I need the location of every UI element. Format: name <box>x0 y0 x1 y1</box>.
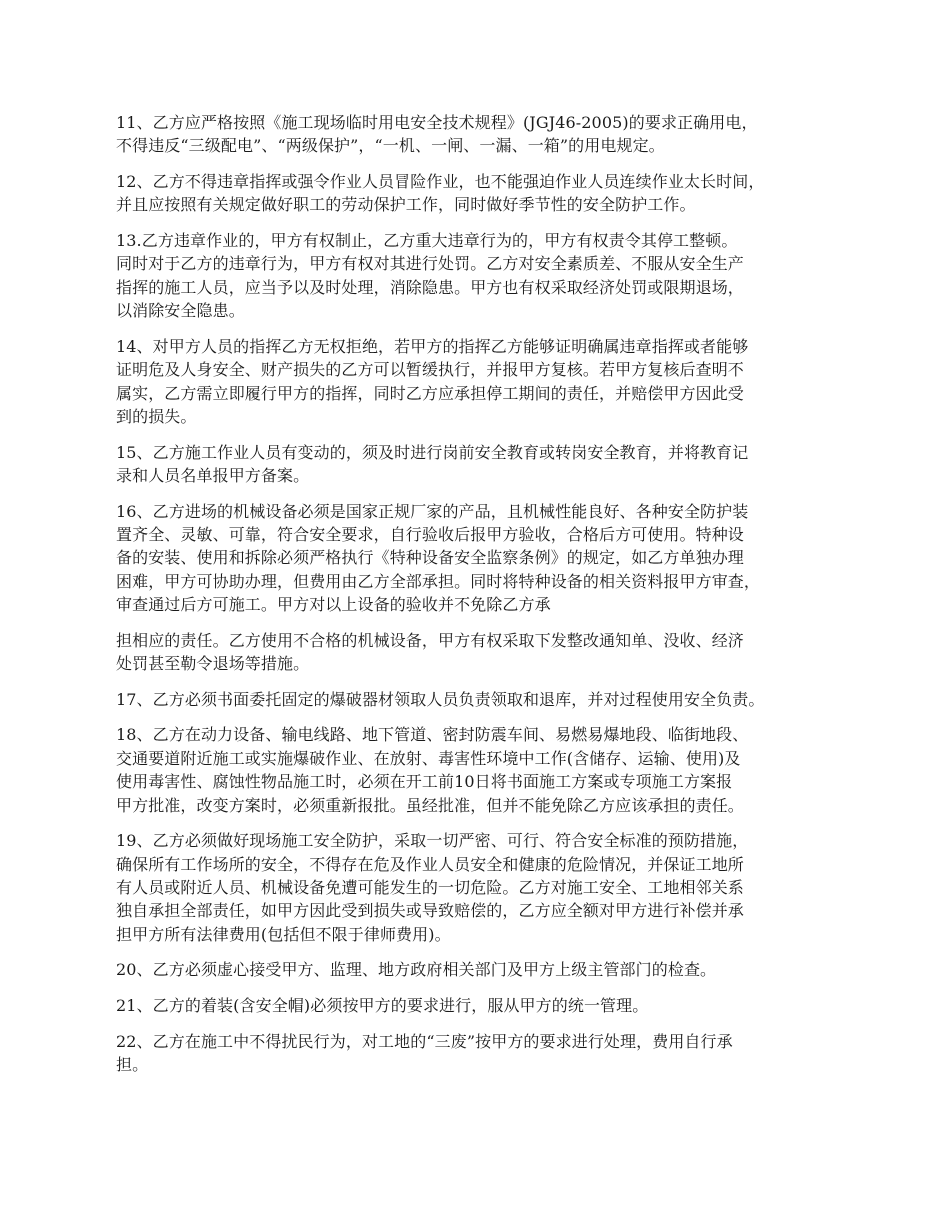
clause-17: 17、乙方必须书面委托固定的爆破器材领取人员负责领取和退库，并对过程使用安全负责。 <box>116 689 765 709</box>
clause-21: 21、乙方的着装(含安全帽)必须按甲方的要求进行，服从甲方的统一管理。 <box>116 996 649 1016</box>
clause-16: 16、乙方进场的机械设备必须是国家正规厂家的产品，且机械性能良好、各种安全防护装 置齐全、灵敏、可靠，符合安全要求，自行验收后报甲方验收，合格后方可使用。特种设 备的安装、使用和拆除必须严格执行《特种设备安全监察条例》的规定，如乙方单独办理 困难，甲方可协助办理，但费用由乙方全部承担。同时将特种设备的相关资料报甲方审查， 审查通过后方可施工。甲方对以上设备的验收并不免除乙方承 <box>116 501 761 615</box>
document-body <box>116 111 856 1089</box>
clause-20: 20、乙方必须虚心接受甲方、监理、地方政府相关部门及甲方上级主管部门的检查。 <box>116 960 717 980</box>
clause-11: 11、乙方应严格按照《施工现场临时用电安全技术规程》(JGJ46-2005)的要求正确用电， 不得违反“三级配电”、“两级保护”，“一机、一闸、一漏、一箱”的用电规定。 <box>116 113 758 156</box>
clause-12: 12、乙方不得违章指挥或强令作业人员冒险作业，也不能强迫作业人员连续作业太长时间， 并且应按照有关规定做好职工的劳动保护工作，同时做好季节性的安全防护工作。 <box>116 172 765 215</box>
clause-16-continued: 担相应的责任。乙方使用不合格的机械设备，甲方有权采取下发整改通知单、没收、经济 处罚甚至勒令退场等措施。 <box>116 630 744 674</box>
clause-15: 15、乙方施工作业人员有变动的，须及时进行岗前安全教育或转岗安全教育，并将教育记 录和人员名单报甲方备案。 <box>116 442 749 486</box>
clause-14: 14、对甲方人员的指挥乙方无权拒绝，若甲方的指挥乙方能够证明确属违章指挥或者能够 证明危及人身安全、财产损失的乙方可以暂缓执行，并报甲方复核。若甲方复核后查明不 属实，乙方需立即履行甲方的指挥，同时乙方应承担停工期间的责任，并赔偿甲方因此受 到的损失。 <box>116 336 749 427</box>
clause-18: 18、乙方在动力设备、输电线路、地下管道、密封防震车间、易燃易爆地段、临街地段、 交通要道附近施工或实施爆破作业、在放射、毒害性环境中工作(含储存、运输、使用)及 使用毒害性、腐蚀性物品施工时，必须在开工前10日将书面施工方案或专项施工方案报 甲方批准，改变方案时，必须重新报批。虽经批准，但并不能免除乙方应该承担的责任。 <box>116 725 749 815</box>
clause-13: 13.乙方违章作业的，甲方有权制止，乙方重大违章行为的，甲方有权责令其停工整顿。 同时对于乙方的违章行为，甲方有权对其进行处罚。乙方对安全素质差、不服从安全生产 指挥的施工人员，应当予以及时处理，消除隐患。甲方也有权采取经济处罚或限期退场， 以消除安全隐患。 <box>116 231 744 321</box>
clause-22: 22、乙方在施工中不得扰民行为，对工地的“三废”按甲方的要求进行处理，费用自行承 担。 <box>116 1031 733 1075</box>
clause-19: 19、乙方必须做好现场施工安全防护，采取一切严密、可行、符合安全标准的预防措施， 确保所有工作场所的安全，不得存在危及作业人员安全和健康的危险情况，并保证工地所 有人员或附近人员、机械设备免遭可能发生的一切危险。乙方对施工安全、工地相邻关系 独自承担全部责任，如甲方因此受到损失或导致赔偿的，乙方应全额对甲方进行补偿并承 担甲方所有法律费用(包括但不限于律师费用)。 <box>116 831 749 944</box>
